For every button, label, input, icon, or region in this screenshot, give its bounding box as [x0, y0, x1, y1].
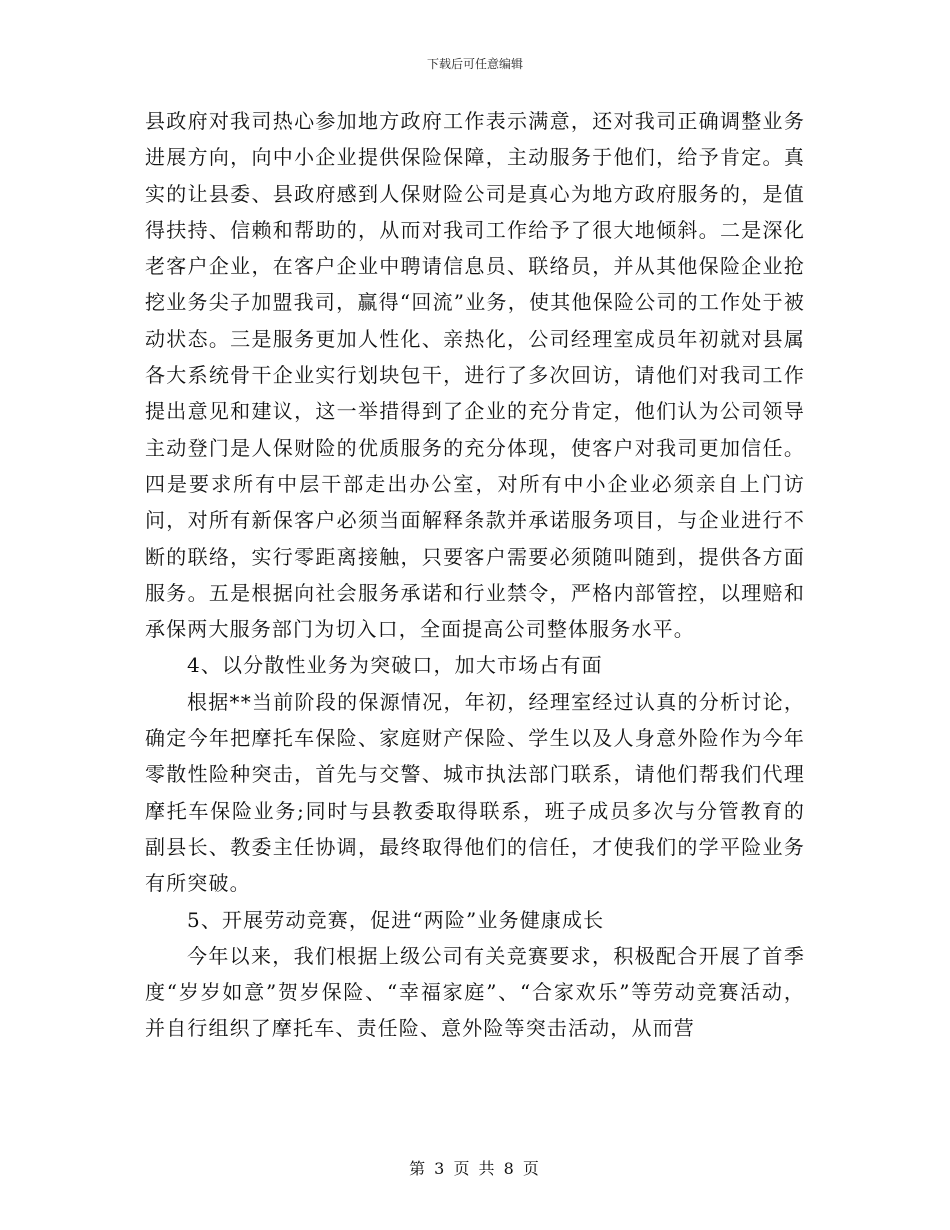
header-note: 下载后可任意编辑	[426, 57, 523, 71]
section-heading-4: 4、以分散性业务为突破口，加大市场占有面	[187, 653, 603, 678]
paragraph-dispersed-business: 根据**当前阶段的保源情况，年初，经理室经过认真的分析讨论，确定今年把摩托车保险、家庭财产保险、学生以及人身意外险作为今年零散性险种突击，首先与交警、城市执法部门联系，请他们帮我们代理摩托车保险业务;同时与县教委取得联系，班子成员多次与分管教育的副县长、教委主任协调，最终取得他们的信任，才使我们的学平险业务有所突破。	[145, 689, 805, 896]
paragraph-service-measures: 县政府对我司热心参加地方政府工作表示满意，还对我司正确调整业务进展方向，向中小企业提供保险保障，主动服务于他们，给予肯定。真实的让县委、县政府感到人保财险公司是真心为地方政府服务的，是值得扶持、信赖和帮助的，从而对我司工作给予了很大地倾斜。二是深化老客户企业，在客户企业中聘请信息员、联络员，并从其他保险企业抢挖业务尖子加盟我司，赢得“回流”业务，使其他保险公司的工作处于被动状态。三是服务更加人性化、亲热化，公司经理室成员年初就对县属各大系统骨干企业实行划块包干，进行了多次回访，请他们对我司工作提出意见和建议，这一举措得到了企业的充分肯定，他们认为公司领导主动登门是人保财险的优质服务的充分体现，使客户对我司更加信任。四是要求所有中层干部走出办公室，对所有中小企业必须亲自上门访问，对所有新保客户必须当面解释条款并承诺服务项目，与企业进行不断的联络，实行零距离接触，只要客户需要必须随叫随到，提供各方面服务。五是根据向社会服务承诺和行业禁令，严格内部管控，以理赔和承保两大服务部门为切入口，全面提高公司整体服务水平。	[145, 109, 805, 642]
document-body	[145, 103, 805, 1047]
paragraph-labor-competition: 今年以来，我们根据上级公司有关竞赛要求，积极配合开展了首季度“岁岁如意”贺岁保险、“幸福家庭”、“合家欢乐”等劳动竞赛活动，并自行组织了摩托车、责任险、意外险等突击活动，从而营	[145, 943, 805, 1041]
section-heading-5: 5、开展劳动竞赛，促进“两险”业务健康成长	[187, 907, 605, 932]
page-number: 第 3 页 共 8 页	[409, 1159, 541, 1178]
